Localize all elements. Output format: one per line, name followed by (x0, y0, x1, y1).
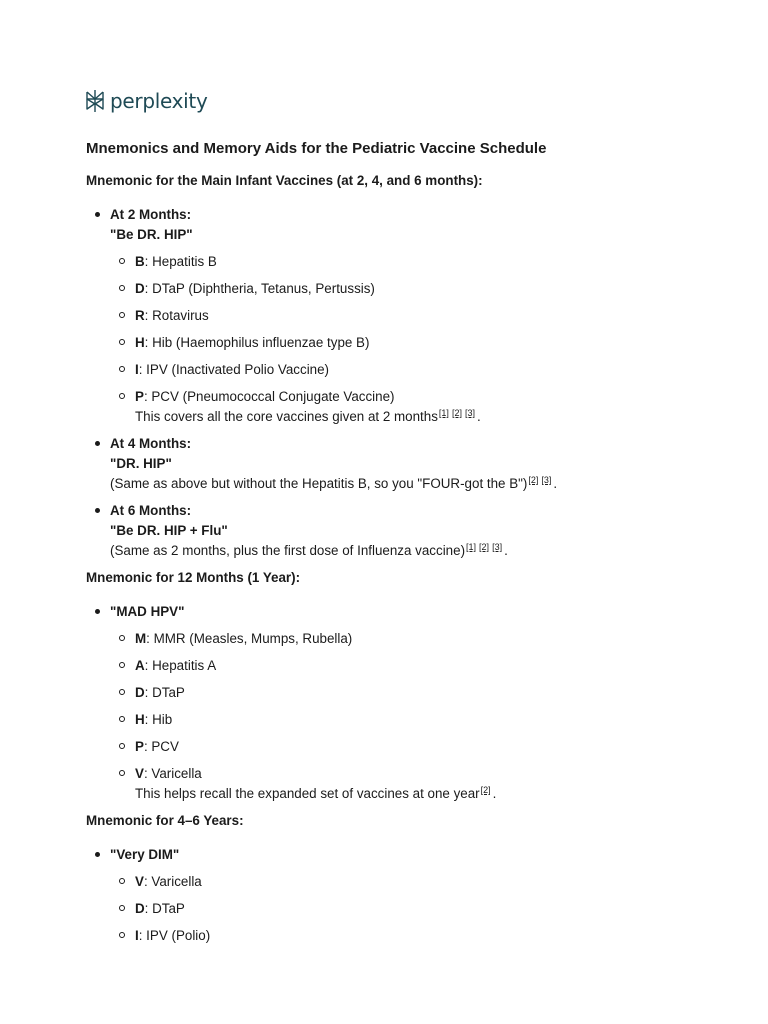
list-item: I: IPV (Inactivated Polio Vaccine) (110, 360, 726, 380)
section-heading-12-months: Mnemonic for 12 Months (1 Year): (86, 570, 301, 585)
list-item-6-months: At 6 Months: "Be DR. HIP + Flu" (Same as 2 months, plus the first dose of Influenza vaccine)[1] [2] [3] . (86, 501, 726, 561)
sublist-2-months (110, 252, 726, 427)
citation-link[interactable]: [1] (438, 408, 449, 418)
sublist-very-dim (110, 872, 726, 946)
item-note: (Same as 2 months, plus the first dose of Influenza vaccine) (110, 543, 466, 558)
brand-logo (85, 89, 208, 113)
item-label: At 6 Months: (110, 503, 192, 518)
list-item: D: DTaP (110, 899, 726, 919)
list-item: V: Varicella (110, 872, 726, 892)
perplexity-logo-icon (85, 89, 105, 113)
item-note: This covers all the core vaccines given at 2 months (135, 409, 438, 424)
infant-list (86, 205, 726, 561)
list-item: P: PCV (110, 737, 726, 757)
list-item: I: IPV (Polio) (110, 926, 726, 946)
twelve-month-list (86, 602, 726, 804)
section-heading-4-6-years: Mnemonic for 4–6 Years: (86, 813, 244, 828)
citation-link[interactable]: [3] (464, 408, 475, 418)
item-mnemonic: "Be DR. HIP + Flu" (110, 523, 228, 538)
list-item: D: DTaP (Diphtheria, Tetanus, Pertussis) (110, 279, 726, 299)
citation-link[interactable]: [2] (480, 785, 491, 795)
list-item-very-dim (86, 845, 726, 946)
item-mnemonic: "MAD HPV" (110, 604, 185, 619)
citation-link[interactable]: [3] (541, 475, 552, 485)
list-item: A: Hepatitis A (110, 656, 726, 676)
citation-link[interactable]: [2] (479, 542, 490, 552)
item-mnemonic: "DR. HIP" (110, 456, 172, 471)
section-heading-infant: Mnemonic for the Main Infant Vaccines (at 2, 4, and 6 months): (86, 173, 483, 188)
four-six-year-list (86, 845, 726, 946)
citation-link[interactable]: [2] (451, 408, 462, 418)
list-item-mad-hpv (86, 602, 726, 804)
list-item: R: Rotavirus (110, 306, 726, 326)
item-label: At 2 Months: (110, 207, 192, 222)
list-item-2-months (86, 205, 726, 427)
item-note: (Same as above but without the Hepatitis B, so you "FOUR-got the B") (110, 476, 528, 491)
list-item-4-months: At 4 Months: "DR. HIP" (Same as above but without the Hepatitis B, so you "FOUR-got the B")[2] [3] . (86, 434, 726, 494)
brand-name: perplexity (110, 89, 208, 113)
item-label: At 4 Months: (110, 436, 192, 451)
item-mnemonic: "Be DR. HIP" (110, 227, 193, 242)
item-mnemonic: "Very DIM" (110, 847, 180, 862)
list-item: H: Hib (110, 710, 726, 730)
list-item: P: PCV (Pneumococcal Conjugate Vaccine) This covers all the core vaccines given at 2 months[1] [2] [3] . (110, 387, 726, 427)
item-note: This helps recall the expanded set of vaccines at one year (135, 786, 480, 801)
sublist-mad-hpv (110, 629, 726, 804)
citation-link[interactable]: [2] (528, 475, 539, 485)
citation-link[interactable]: [1] (466, 542, 477, 552)
list-item: H: Hib (Haemophilus influenzae type B) (110, 333, 726, 353)
list-item: M: MMR (Measles, Mumps, Rubella) (110, 629, 726, 649)
document-title: Mnemonics and Memory Aids for the Pediatric Vaccine Schedule (86, 140, 547, 157)
list-item: V: Varicella This helps recall the expanded set of vaccines at one year[2] . (110, 764, 726, 804)
citation-link[interactable]: [3] (492, 542, 503, 552)
list-item: B: Hepatitis B (110, 252, 726, 272)
list-item: D: DTaP (110, 683, 726, 703)
document-body (86, 139, 726, 946)
